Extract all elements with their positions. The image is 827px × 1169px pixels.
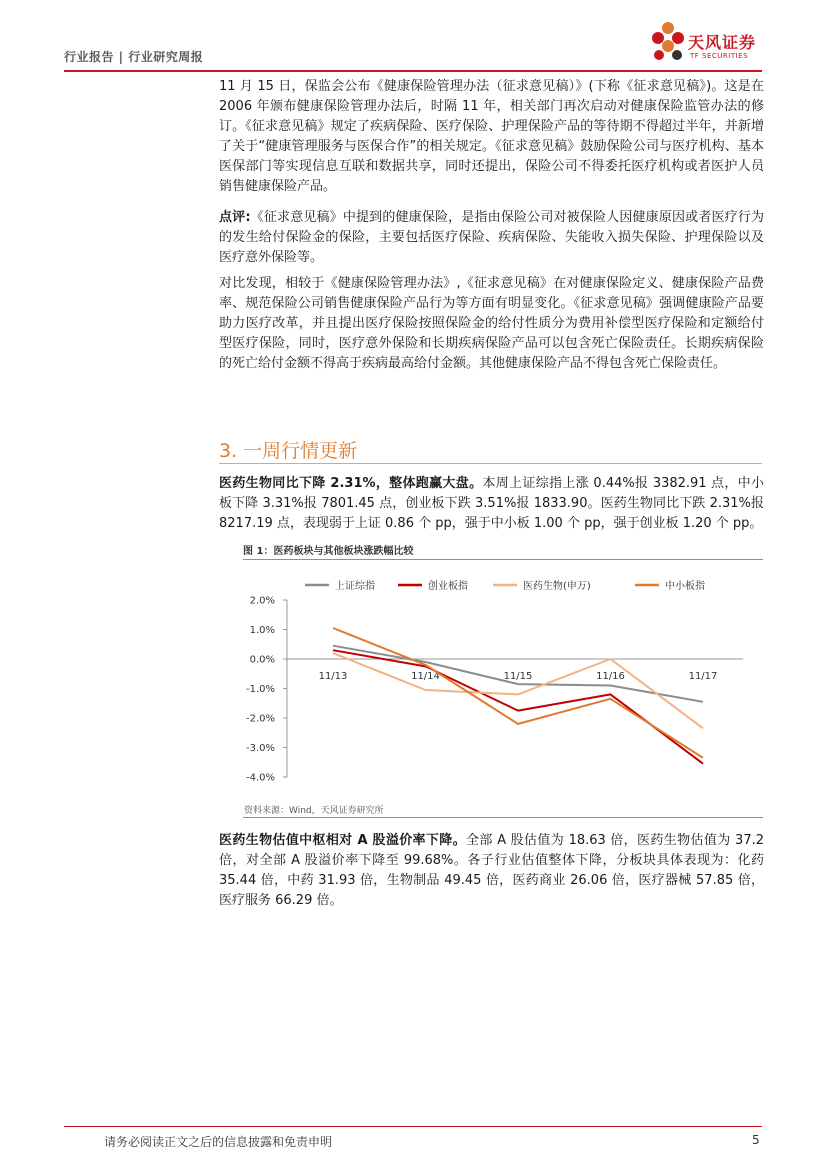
y-tick-label: 0.0%	[249, 654, 275, 666]
figure-bottom-divider	[243, 817, 763, 818]
comment-text: 《征求意见稿》中提到的健康保险，是指由保险公司对被保险人因健康原因或者医疗行为的发生给付保险金的保险，主要包括医疗保险、疾病保险、失能收入损失保险、护理保险以及医疗意外保险等。	[219, 210, 764, 265]
paragraph-news: 11 月 15 日，保监会公布《健康保险管理办法（征求意见稿）》(下称《征求意见稿》)。这是在 2006 年颁布健康保险管理办法后，时隔 11 年，相关部门再次启动对健康保险监管办法的修订。《征求意见稿》规定了疾病保险、医疗保险、护理保险产品的等待期不得超过半年，并新增了关于“健康管理服务与医保合作”的相关规定。《征求意见稿》鼓励保险公司与医疗机构、基本医保部门等实现信息互联和数据共享，同时还提出，保险公司不得委托医疗机构或者医护人员销售健康保险产品。	[219, 79, 764, 194]
paragraph-weekly-market	[219, 474, 764, 534]
x-tick-label: 11/17	[688, 671, 718, 682]
paragraph-valuation	[219, 831, 764, 911]
page-number: 5	[752, 1133, 760, 1147]
y-tick-label: -3.0%	[245, 743, 275, 754]
x-tick-label: 11/15	[503, 671, 533, 682]
figure-top-divider	[243, 559, 763, 560]
legend-label: 上证综指	[335, 581, 375, 592]
logo-subtitle: TF SECURITIES	[690, 52, 749, 60]
valuation-text: 全部 A 股估值为 18.63 倍，医药生物估值为 37.2 倍，对全部 A 股溢价率下降至 99.68%。各子行业估值整体下降，分板块具体表现为：化药 35.44 倍，中药 31.93 倍，生物制品 49.45 倍，医药商业 26.06 倍，医疗器械 57.85 倍，医疗服务 66.29 倍。	[219, 833, 764, 908]
legend-label: 中小板指	[665, 581, 705, 592]
y-tick-label: -2.0%	[245, 713, 275, 725]
logo-mark-icon	[650, 20, 686, 64]
y-tick-label: -1.0%	[245, 684, 275, 695]
x-tick-label: 11/16	[596, 671, 625, 682]
y-tick-label: -4.0%	[245, 772, 275, 784]
x-tick-label: 11/14	[411, 671, 440, 682]
footer-divider	[64, 1126, 762, 1127]
figure-source: 资料来源：Wind，天风证券研究所	[244, 806, 384, 816]
report-category: 行业报告 | 行业研究周报	[64, 50, 204, 64]
disclaimer-note: 请务必阅读正文之后的信息披露和免责申明	[104, 1135, 333, 1149]
line-chart	[243, 565, 763, 800]
company-logo	[650, 20, 765, 68]
market-text: 本周上证综指上涨 0.44%报 3382.91 点，中小板下降 3.31%报 7801.45 点，创业板下跌 3.51%报 1833.90。医药生物同比下跌 2.31%报 8217.19 点，表现弱于上证 0.86 个 pp，强于中小板 1.00 个 pp，强于创业板 1.20 个 pp。	[219, 476, 764, 531]
paragraph-comparison: 对比发现，相较于《健康保险管理办法》,《征求意见稿》在对健康保险定义、健康保险产品费率、规范保险公司销售健康保险产品行为等方面有明显变化。《征求意见稿》强调健康险产品要助力医疗改革，并且提出医疗保险按照保险金的给付性质分为费用补偿型医疗保险和定额给付型医疗保险，同时，医疗意外保险和长期疾病保险产品可以包含死亡保险责任。长期疾病保险的死亡给付金额不得高于疾病最高给付金额。其他健康保险产品不得包含死亡保险责任。	[219, 276, 764, 371]
valuation-headline: 医药生物估值中枢相对 A 股溢价率下降。	[219, 833, 467, 848]
x-tick-label: 11/13	[318, 671, 348, 682]
logo-name: 天风证券	[688, 33, 757, 52]
paragraph-comment	[219, 208, 764, 268]
series-line	[333, 650, 703, 764]
section-divider	[219, 463, 762, 464]
figure-title: 图 1：医药板块与其他板块涨跌幅比较	[243, 546, 414, 557]
legend-label: 医药生物(申万)	[523, 581, 591, 592]
comment-label: 点评:	[219, 210, 251, 225]
legend-label: 创业板指	[428, 581, 468, 592]
header-divider	[64, 70, 762, 72]
y-tick-label: 2.0%	[249, 595, 275, 607]
section-title: 3. 一周行情更新	[219, 440, 358, 462]
series-line	[333, 653, 703, 728]
market-headline: 医药生物同比下降 2.31%，整体跑赢大盘。	[219, 476, 483, 491]
y-tick-label: 1.0%	[249, 625, 275, 636]
